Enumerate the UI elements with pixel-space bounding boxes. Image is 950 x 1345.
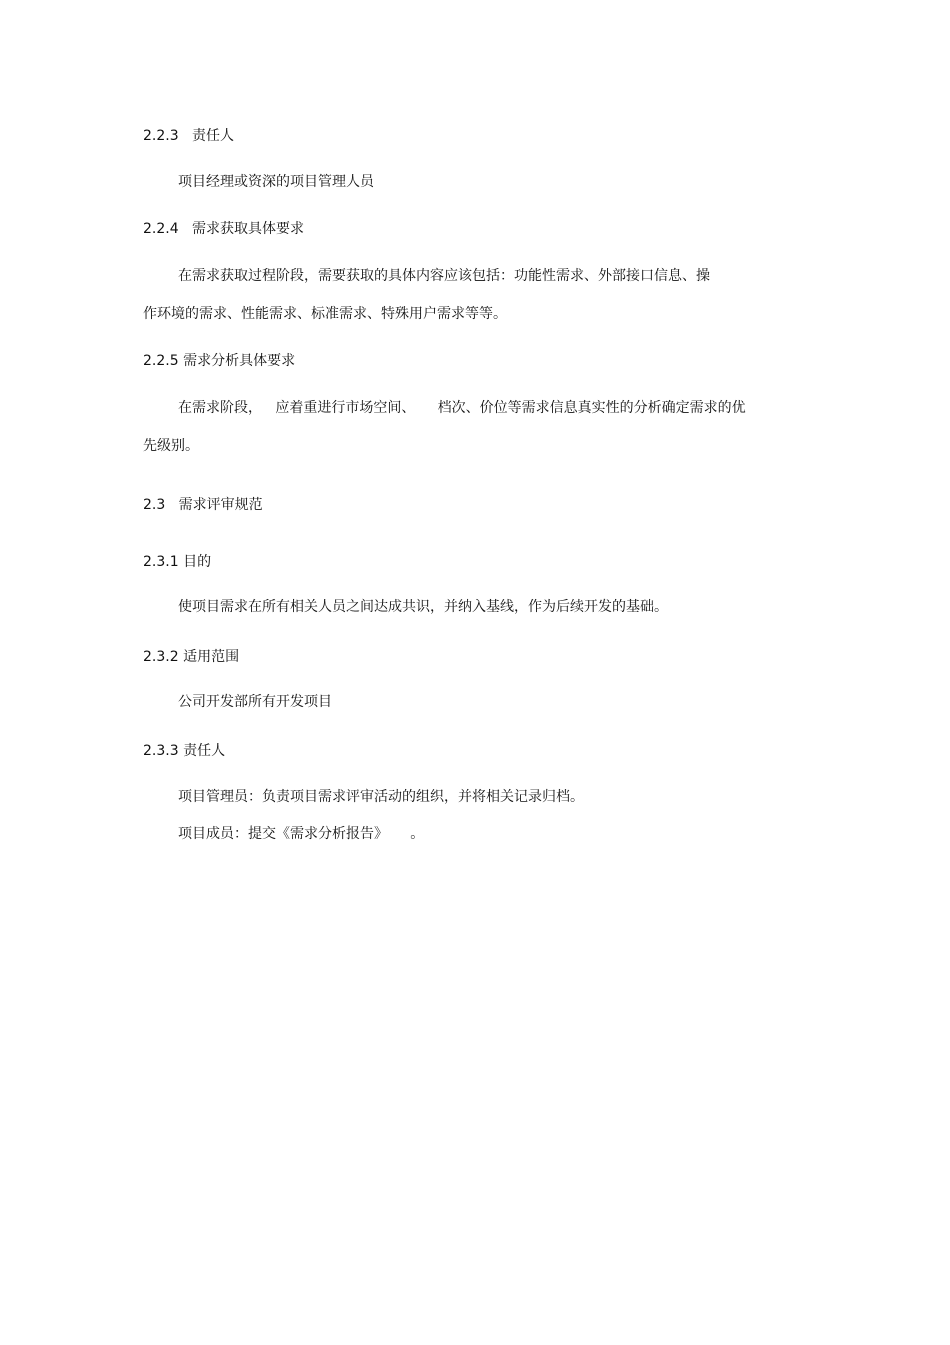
section-body-2-2-4-line1: 在需求获取过程阶段，需要获取的具体内容应该包括：功能性需求、外部接口信息、操 (178, 268, 710, 284)
section-body-2-3-2: 公司开发部所有开发项目 (178, 694, 332, 710)
section-body-2-3-3-line2: 项目成员：提交《需求分析报告》 。 (178, 826, 425, 842)
section-heading-2-2-4: 2.2.4 需求获取具体要求 (143, 221, 304, 237)
section-heading-2-2-5: 2.2.5 需求分析具体要求 (143, 353, 296, 369)
section-body-2-2-3: 项目经理或资深的项目管理人员 (178, 174, 374, 190)
section-heading-2-3: 2.3 需求评审规范 (143, 497, 263, 513)
section-heading-2-2-3: 2.2.3 责任人 (143, 128, 234, 144)
section-body-2-2-5-line2: 先级别。 (143, 438, 199, 454)
section-heading-2-3-1: 2.3.1 目的 (143, 554, 212, 570)
section-body-2-2-5-line1: 在需求阶段， 应着重进行市场空间、 档次、价位等需求信息真实性的分析确定需求的优 (178, 400, 746, 416)
section-body-2-3-1: 使项目需求在所有相关人员之间达成共识，并纳入基线，作为后续开发的基础。 (178, 599, 668, 615)
section-heading-2-3-3: 2.3.3 责任人 (143, 743, 226, 759)
section-body-2-3-3-line1: 项目管理员：负责项目需求评审活动的组织，并将相关记录归档。 (178, 789, 584, 805)
section-heading-2-3-2: 2.3.2 适用范围 (143, 649, 240, 665)
section-body-2-2-4-line2: 作环境的需求、性能需求、标准需求、特殊用户需求等等。 (143, 306, 507, 322)
